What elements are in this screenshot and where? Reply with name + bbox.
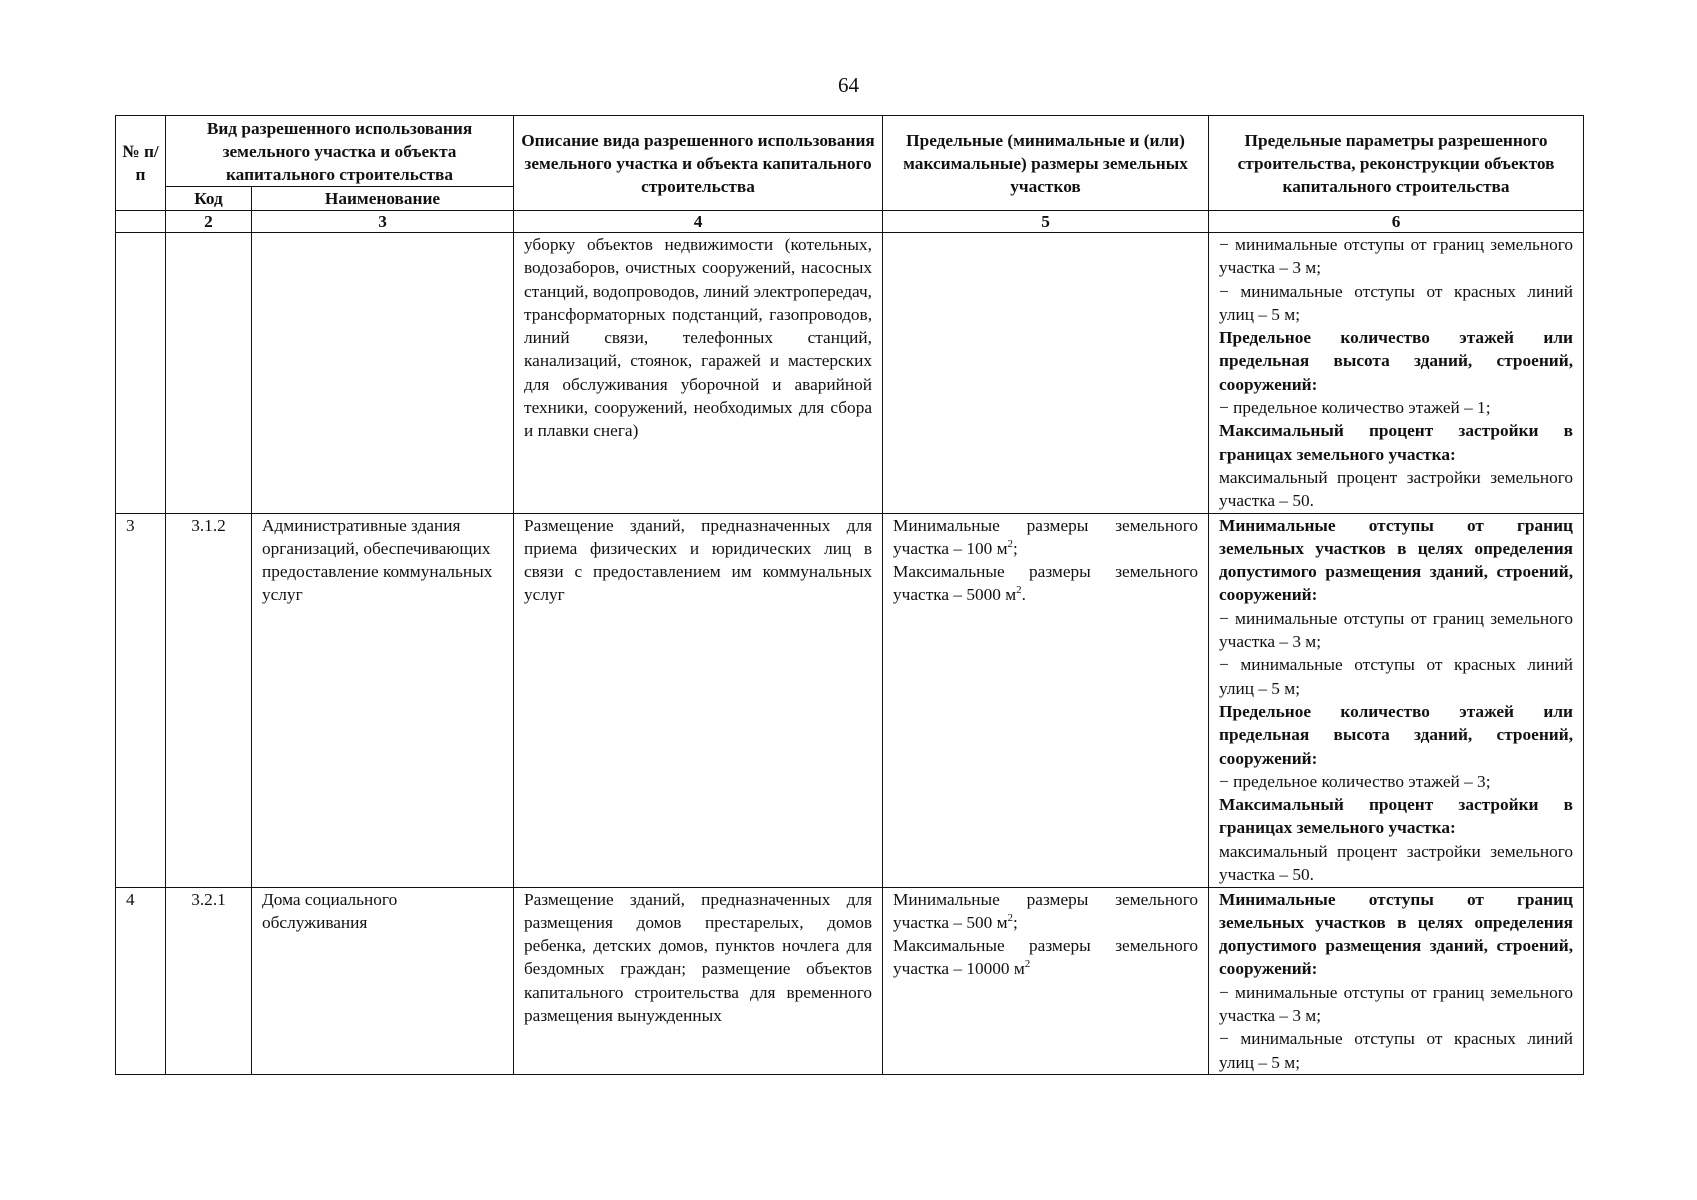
- column-number-3: 3: [252, 211, 514, 233]
- row-plot-sizes: [883, 513, 1209, 887]
- max-size-unit-power: 2: [1024, 958, 1031, 971]
- row-code: 3.1.2: [166, 513, 252, 887]
- min-size-unit-power: 2: [1007, 912, 1014, 925]
- row-description: Размещение зданий, предназначенных для приема физических и юридических лиц в связи с предоставлением им коммунальных услуг: [514, 513, 883, 887]
- header-name: Наименование: [252, 187, 514, 211]
- param-line: − минимальные отступы от красных линий улиц – 5 м;: [1219, 1029, 1574, 1072]
- row-construction-params: [1209, 233, 1584, 514]
- param-heading: Максимальный процент застройки в границах земельного участка:: [1219, 795, 1574, 838]
- param-heading: Минимальные отступы от границ земельных участков в целях определения допустимого размещения зданий, строений, сооружений:: [1219, 889, 1574, 979]
- min-size-text: Минимальные размеры земельного участка – 500 м: [893, 889, 1199, 932]
- row-code: [166, 233, 252, 514]
- column-number-2: 2: [166, 211, 252, 233]
- row-description: Размещение зданий, предназначенных для размещения домов престарелых, домов ребенка, детских домов, пунктов ночлега для бездомных граждан; размещение объектов капитального строительства для временного размещения вынужденных: [514, 887, 883, 1074]
- row-name: Административные здания организаций, обеспечивающих предоставление коммунальных услуг: [252, 513, 514, 887]
- max-size-unit-power: 2: [1016, 584, 1022, 597]
- header-description: Описание вида разрешенного использования земельного участка и объекта капитального строительства: [514, 116, 883, 211]
- column-number-1: [116, 211, 166, 233]
- param-heading: Максимальный процент застройки в границах земельного участка:: [1219, 421, 1574, 464]
- column-number-6: 6: [1209, 211, 1584, 233]
- max-size-end: .: [1021, 585, 1026, 605]
- row-plot-sizes: [883, 887, 1209, 1074]
- param-line: − предельное количество этажей – 1;: [1219, 398, 1491, 418]
- row-number: 3: [116, 513, 166, 887]
- row-plot-sizes: [883, 233, 1209, 514]
- header-number: № п/п: [116, 116, 166, 211]
- row-name: Дома социального обслуживания: [252, 887, 514, 1074]
- max-size-text: Максимальные размеры земельного участка – 5000 м: [893, 562, 1199, 605]
- param-heading: Предельное количество этажей или предельная высота зданий, строений, сооружений:: [1219, 701, 1574, 768]
- page-number: 64: [838, 73, 859, 97]
- min-size-end: ;: [1013, 538, 1018, 558]
- row-number: [116, 233, 166, 514]
- column-number-row: [116, 211, 1584, 233]
- row-code: 3.2.1: [166, 887, 252, 1074]
- param-line: − минимальные отступы от границ земельного участка – 3 м;: [1219, 982, 1574, 1026]
- param-line: − минимальные отступы от границ земельного участка – 3 м;: [1219, 608, 1574, 652]
- header-construction-params: Предельные параметры разрешенного строительства, реконструкции объектов капитального строительства: [1209, 116, 1584, 211]
- param-line: максимальный процент застройки земельного участка – 50.: [1219, 467, 1574, 511]
- param-line: − предельное количество этажей – 3;: [1219, 771, 1491, 791]
- min-size-unit-power: 2: [1007, 538, 1014, 551]
- param-line: − минимальные отступы от границ земельного участка – 3 м;: [1219, 235, 1574, 278]
- min-size-text: Минимальные размеры земельного участка – 100 м: [893, 515, 1199, 558]
- table-row: [116, 887, 1584, 1074]
- land-use-table: [115, 115, 1584, 1075]
- table-row: [116, 233, 1584, 514]
- max-size-text: Максимальные размеры земельного участка – 10000 м: [893, 936, 1199, 979]
- row-construction-params: [1209, 887, 1584, 1074]
- header-plot-sizes: Предельные (минимальные и (или) максимальные) размеры земельных участков: [883, 116, 1209, 211]
- param-line: − минимальные отступы от красных линий улиц – 5 м;: [1219, 655, 1574, 698]
- header-permitted-use-group: Вид разрешенного использования земельного участка и объекта капитального строительства: [166, 116, 514, 187]
- param-heading: Минимальные отступы от границ земельных участков в целях определения допустимого размещения зданий, строений, сооружений:: [1219, 515, 1574, 605]
- row-name: [252, 233, 514, 514]
- column-number-5: 5: [883, 211, 1209, 233]
- min-size-end: ;: [1013, 912, 1018, 932]
- param-heading: Предельное количество этажей или предельная высота зданий, строений, сооружений:: [1219, 328, 1574, 394]
- param-line: − минимальные отступы от красных линий улиц – 5 м;: [1219, 281, 1574, 324]
- row-number: 4: [116, 887, 166, 1074]
- row-construction-params: [1209, 513, 1584, 887]
- header-row: [116, 116, 1584, 187]
- column-number-4: 4: [514, 211, 883, 233]
- table-row: [116, 513, 1584, 887]
- header-code: Код: [166, 187, 252, 211]
- row-description: уборку объектов недвижимости (котельных, водозаборов, очистных сооружений, насосных станций, водопроводов, линий электропередач, трансформаторных подстанций, газопроводов, линий связи, телефонных станций, канализаций, стоянок, гаражей и мастерских для обслуживания уборочной и аварийной техники, сооружений, необходимых для сбора и плавки снега): [514, 233, 883, 514]
- param-line: максимальный процент застройки земельного участка – 50.: [1219, 841, 1574, 885]
